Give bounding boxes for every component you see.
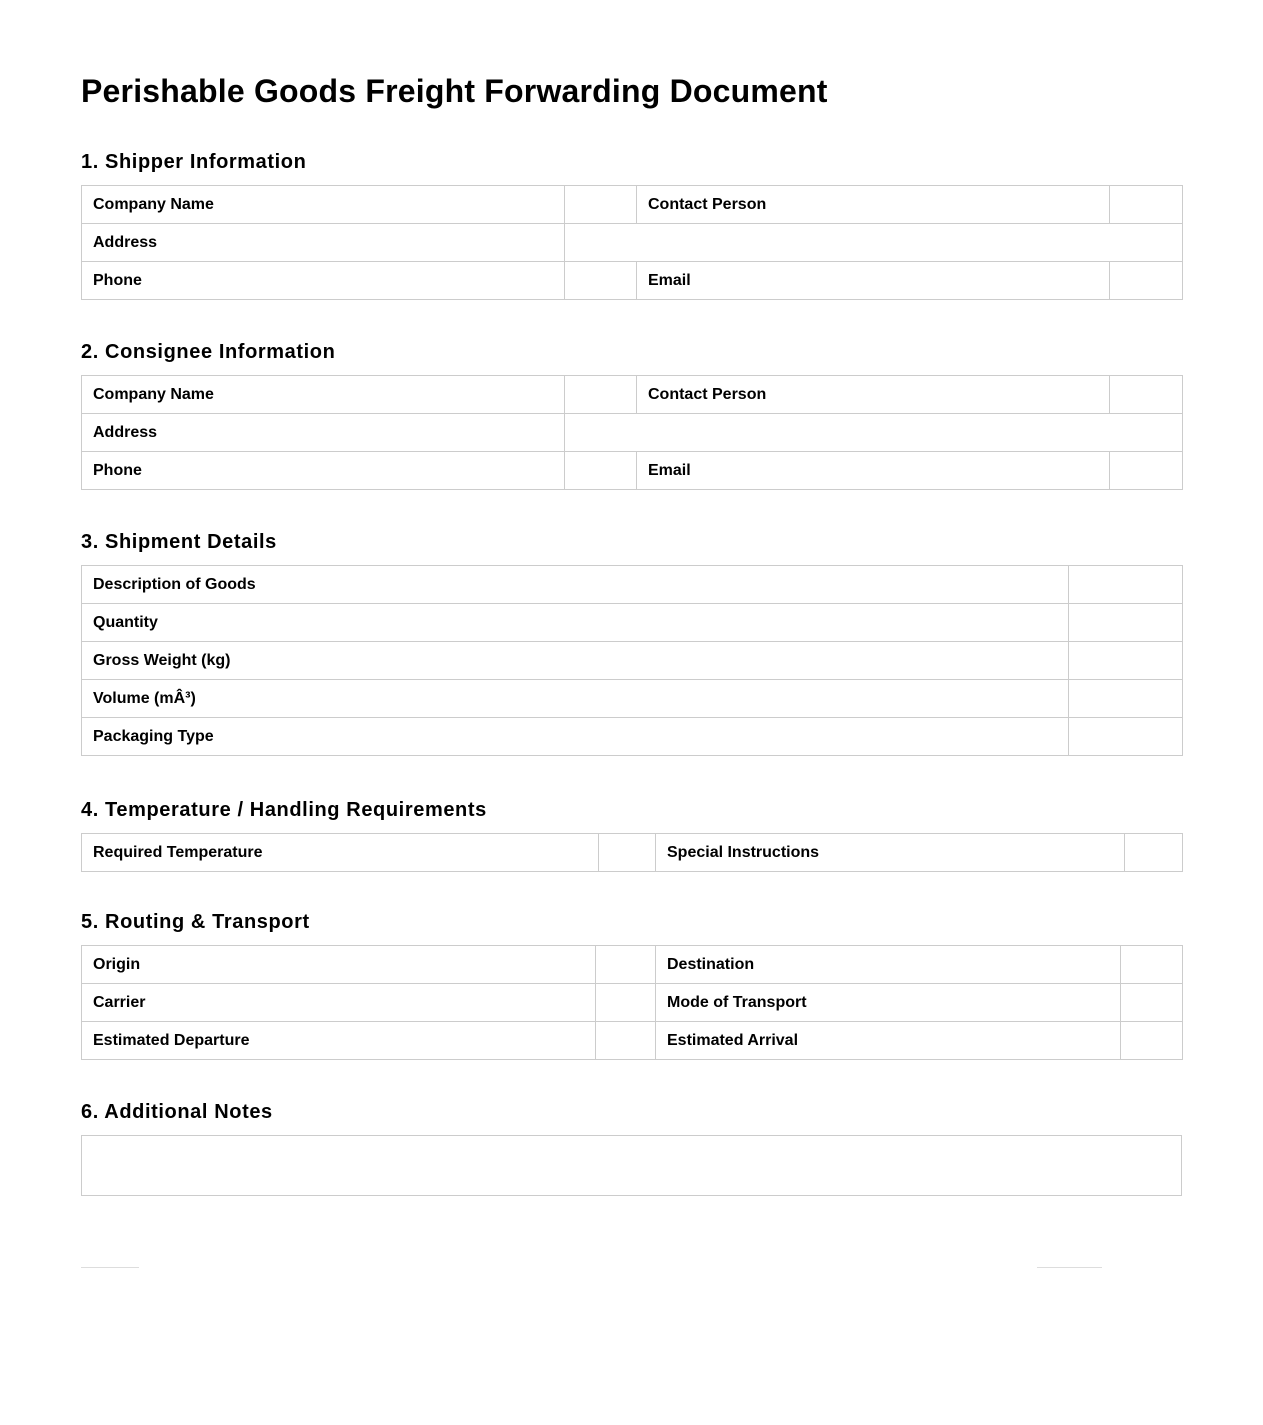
shipper-contact-person-value[interactable] xyxy=(1110,186,1183,224)
shipment-packaging-type-value[interactable] xyxy=(1069,718,1183,756)
shipment-description-value[interactable] xyxy=(1069,566,1183,604)
carrier-label: Carrier xyxy=(82,984,596,1022)
estimated-arrival-value[interactable] xyxy=(1121,1022,1183,1060)
consignee-phone-value[interactable] xyxy=(565,452,637,490)
table-row xyxy=(82,642,1183,680)
shipper-address-label: Address xyxy=(82,224,565,262)
routing-section-heading: 5. Routing & Transport xyxy=(81,911,310,933)
shipper-email-value[interactable] xyxy=(1110,262,1183,300)
table-row xyxy=(82,946,1183,984)
shipment-section-heading: 3. Shipment Details xyxy=(81,531,277,553)
shipment-gross-weight-label: Gross Weight (kg) xyxy=(82,642,1069,680)
table-row xyxy=(82,984,1183,1022)
special-instructions-value[interactable] xyxy=(1125,834,1183,872)
consignee-address-label: Address xyxy=(82,414,565,452)
shipment-gross-weight-value[interactable] xyxy=(1069,642,1183,680)
table-row xyxy=(82,604,1183,642)
shipper-table xyxy=(81,185,1183,300)
origin-value[interactable] xyxy=(596,946,656,984)
shipper-phone-label: Phone xyxy=(82,262,565,300)
document-title: Perishable Goods Freight Forwarding Document xyxy=(81,73,828,109)
table-row xyxy=(82,566,1183,604)
table-row xyxy=(82,376,1183,414)
notes-section-heading: 6. Additional Notes xyxy=(81,1101,273,1123)
shipper-email-label: Email xyxy=(637,262,1110,300)
table-row xyxy=(82,186,1183,224)
routing-table xyxy=(81,945,1183,1060)
mode-of-transport-label: Mode of Transport xyxy=(656,984,1121,1022)
mode-of-transport-value[interactable] xyxy=(1121,984,1183,1022)
shipment-quantity-label: Quantity xyxy=(82,604,1069,642)
consignee-address-value[interactable] xyxy=(565,414,1183,452)
table-row xyxy=(82,414,1183,452)
consignee-phone-label: Phone xyxy=(82,452,565,490)
shipper-company-name-label: Company Name xyxy=(82,186,565,224)
table-row xyxy=(82,1022,1183,1060)
shipment-packaging-type-label: Packaging Type xyxy=(82,718,1069,756)
special-instructions-label: Special Instructions xyxy=(656,834,1125,872)
carrier-value[interactable] xyxy=(596,984,656,1022)
temperature-table xyxy=(81,833,1183,872)
table-row xyxy=(82,262,1183,300)
estimated-arrival-label: Estimated Arrival xyxy=(656,1022,1121,1060)
consignee-contact-person-label: Contact Person xyxy=(637,376,1110,414)
consignee-section-heading: 2. Consignee Information xyxy=(81,341,336,363)
shipper-company-name-value[interactable] xyxy=(565,186,637,224)
consignee-email-label: Email xyxy=(637,452,1110,490)
additional-notes-box[interactable] xyxy=(81,1135,1182,1196)
shipper-address-value[interactable] xyxy=(565,224,1183,262)
temperature-section-heading: 4. Temperature / Handling Requirements xyxy=(81,799,487,821)
shipment-volume-label: Volume (mÂ³) xyxy=(82,680,1069,718)
consignee-table xyxy=(81,375,1183,490)
destination-value[interactable] xyxy=(1121,946,1183,984)
table-row xyxy=(82,718,1183,756)
shipment-table xyxy=(81,565,1183,756)
signature-line-left xyxy=(81,1267,139,1268)
estimated-departure-value[interactable] xyxy=(596,1022,656,1060)
required-temperature-value[interactable] xyxy=(599,834,656,872)
table-row xyxy=(82,224,1183,262)
destination-label: Destination xyxy=(656,946,1121,984)
consignee-company-name-label: Company Name xyxy=(82,376,565,414)
consignee-company-name-value[interactable] xyxy=(565,376,637,414)
shipper-contact-person-label: Contact Person xyxy=(637,186,1110,224)
table-row xyxy=(82,834,1183,872)
signature-line-right xyxy=(1037,1267,1102,1268)
consignee-contact-person-value[interactable] xyxy=(1110,376,1183,414)
table-row xyxy=(82,680,1183,718)
estimated-departure-label: Estimated Departure xyxy=(82,1022,596,1060)
shipment-volume-value[interactable] xyxy=(1069,680,1183,718)
origin-label: Origin xyxy=(82,946,596,984)
shipper-phone-value[interactable] xyxy=(565,262,637,300)
required-temperature-label: Required Temperature xyxy=(82,834,599,872)
shipment-description-label: Description of Goods xyxy=(82,566,1069,604)
shipment-quantity-value[interactable] xyxy=(1069,604,1183,642)
shipper-section-heading: 1. Shipper Information xyxy=(81,151,307,173)
table-row xyxy=(82,452,1183,490)
consignee-email-value[interactable] xyxy=(1110,452,1183,490)
